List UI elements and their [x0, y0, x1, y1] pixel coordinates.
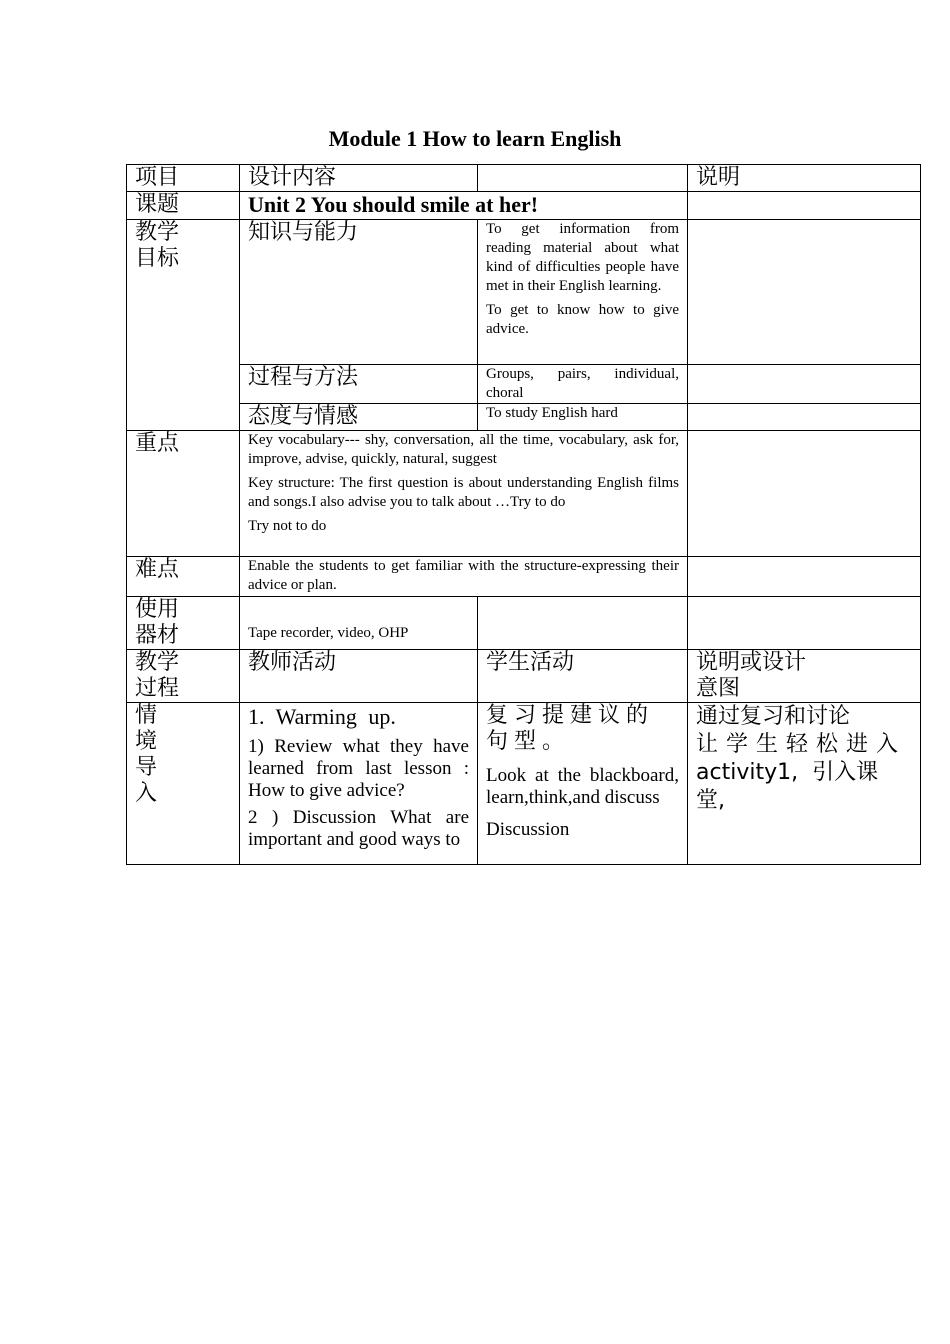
intro-label-char: 情 — [135, 703, 158, 728]
key-points-content — [240, 431, 688, 557]
intro-teacher-activity — [240, 703, 478, 865]
teacher-step-1: 1) Review what they have learned from last lesson : How to give advice? — [248, 736, 469, 801]
difficulty-text: Enable the students to get familiar with the structure-expressing their advice or plan. — [240, 557, 688, 597]
student-activity-header: 学生活动 — [478, 650, 688, 703]
student-step-2: Discussion — [486, 819, 570, 840]
process-header-row — [127, 650, 921, 703]
design-note-header-line2: 意图 — [696, 676, 741, 701]
teacher-activity-header: 教师活动 — [240, 650, 478, 703]
design-note-header-line1: 说明或设计 — [696, 650, 807, 675]
header-content: 设计内容 — [240, 165, 478, 192]
materials-label-line1: 使用 — [135, 597, 180, 622]
design-note-header — [688, 650, 921, 703]
warming-up-title: 1. Warming up. — [248, 704, 396, 729]
knowledge-text-2: To get to know how to give advice. — [486, 302, 679, 337]
materials-text: Tape recorder, video, OHP — [240, 597, 478, 650]
process-header-label-line2: 过程 — [135, 676, 180, 701]
intro-label-char: 入 — [135, 781, 158, 806]
intro-label — [127, 703, 240, 865]
materials-row — [127, 597, 921, 650]
header-item: 项目 — [127, 165, 240, 192]
key-points-row — [127, 431, 921, 557]
lesson-plan-table — [126, 164, 921, 865]
process-header-label — [127, 650, 240, 703]
objectives-label — [127, 220, 240, 431]
intro-note-line2: 让学生轻松进入 — [696, 732, 907, 757]
difficulty-note — [688, 557, 921, 597]
objectives-knowledge-row — [127, 220, 921, 365]
attitude-text: To study English hard — [478, 404, 688, 431]
header-row — [127, 165, 921, 192]
difficulty-label: 难点 — [127, 557, 240, 597]
student-activity-cn: 复习提建议的句型。 — [486, 703, 655, 754]
materials-empty-1 — [478, 597, 688, 650]
page-title: Module 1 How to learn English — [328, 126, 622, 151]
topic-label: 课题 — [127, 192, 240, 220]
difficulty-row — [127, 557, 921, 597]
intro-row — [127, 703, 921, 865]
process-header-label-line1: 教学 — [135, 650, 180, 675]
header-empty — [478, 165, 688, 192]
header-note: 说明 — [688, 165, 921, 192]
intro-note-line4: 堂, — [696, 788, 725, 813]
key-points-label: 重点 — [127, 431, 240, 557]
intro-label-char: 境 — [135, 729, 158, 754]
objectives-attitude-row — [127, 404, 921, 431]
objectives-process-row — [127, 365, 921, 404]
student-step-1: Look at the blackboard, learn,think,and discuss — [486, 765, 679, 808]
key-structure-2: Try not to do — [248, 518, 327, 534]
attitude-note — [688, 404, 921, 431]
knowledge-text-1: To get information from reading material about what kind of difficulties people have met in their English learning. — [486, 221, 679, 294]
intro-student-activity — [478, 703, 688, 865]
objectives-label-line1: 教学 — [135, 220, 180, 245]
topic-note — [688, 192, 921, 220]
topic-row — [127, 192, 921, 220]
attitude-label: 态度与情感 — [240, 404, 478, 431]
intro-design-note — [688, 703, 921, 865]
key-points-note — [688, 431, 921, 557]
knowledge-label: 知识与能力 — [240, 220, 478, 365]
intro-label-char: 导 — [135, 755, 158, 780]
materials-label — [127, 597, 240, 650]
process-label: 过程与方法 — [240, 365, 478, 404]
intro-note-line3: activity1, 引入课 — [696, 760, 879, 785]
key-structure: Key structure: The first question is about understanding English films and songs.I also advise you to talk about …Try to do — [248, 475, 679, 510]
knowledge-note — [688, 220, 921, 365]
knowledge-text — [478, 220, 688, 365]
process-text: Groups, pairs, individual, choral — [478, 365, 688, 404]
topic-value: Unit 2 You should smile at her! — [240, 192, 688, 220]
teacher-step-2: 2 ) Discussion What are important and good ways to — [248, 807, 469, 850]
materials-label-line2: 器材 — [135, 623, 180, 648]
objectives-label-line2: 目标 — [135, 246, 180, 271]
process-note — [688, 365, 921, 404]
key-vocabulary: Key vocabulary--- shy, conversation, all the time, vocabulary, ask for, improve, advise, quickly, natural, suggest — [248, 432, 679, 467]
materials-empty-2 — [688, 597, 921, 650]
intro-note-line1: 通过复习和讨论 — [696, 704, 851, 729]
